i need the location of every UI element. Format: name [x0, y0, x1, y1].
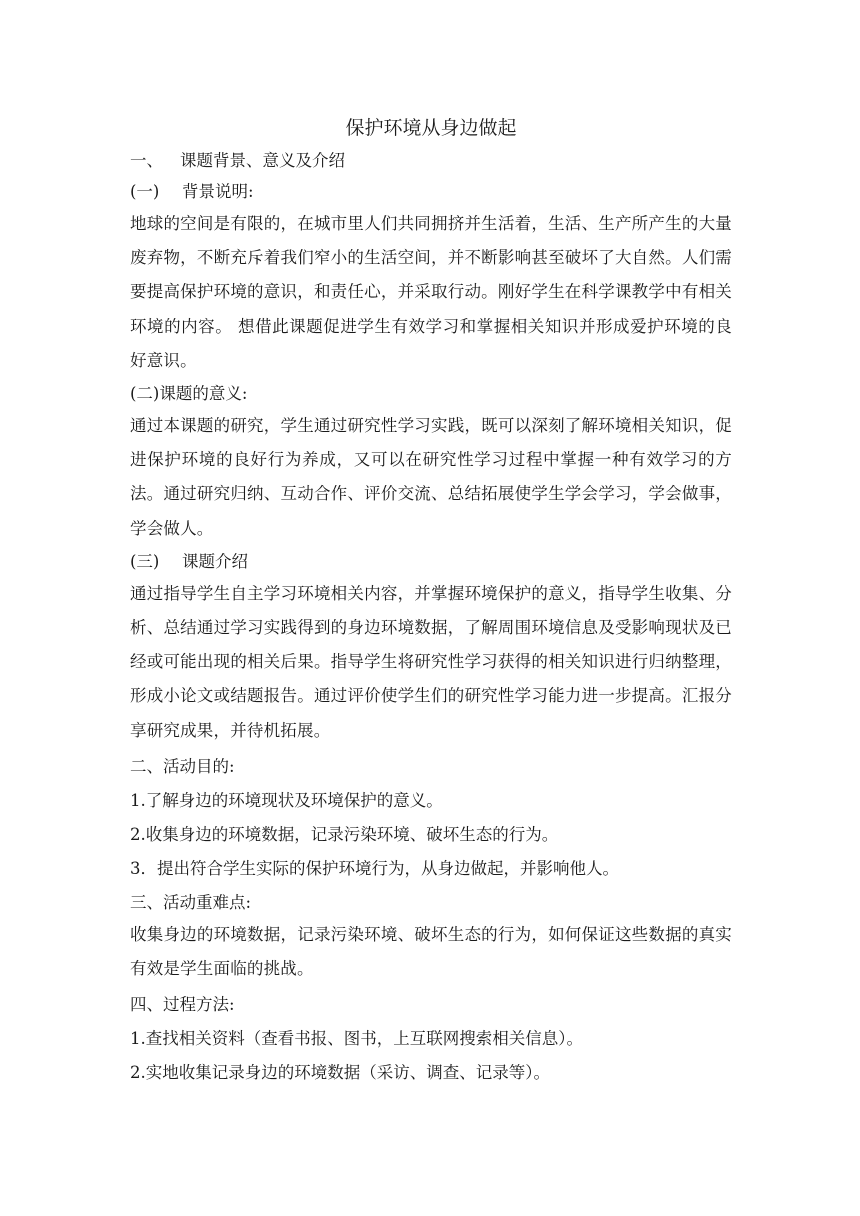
section-3-heading: 三、活动重难点:: [130, 892, 252, 912]
document-title: 保护环境从身边做起: [345, 117, 517, 139]
subsection-2-body: 通过本课题的研究，学生通过研究性学习实践，既可以深刻了解环境相关知识，促进保护环境的良好行为养成，又可以在研究性学习过程中掌握一种有效学习的方法。通过研究归纳、互动合作、评价交流、总结拓展使学生学会学习，学会做事，学会做人。: [130, 416, 732, 538]
list-item: 1.了解身边的环境现状及环境保护的意义。: [130, 790, 443, 810]
subsection-1-number: (一): [130, 182, 160, 201]
section-1-number: 一、: [130, 151, 163, 170]
section-1-title: 课题背景、意义及介绍: [180, 151, 345, 170]
section-2-heading: 二、活动目的:: [130, 756, 235, 776]
subsection-2-heading: (二)课题的意义:: [130, 384, 248, 404]
subsection-3-body: 通过指导学生自主学习环境相关内容，并掌握环境保护的意义，指导学生收集、分析、总结通过学习实践得到的身边环境数据，了解周围环境信息及受影响现状及已经或可能出现的相关后果。指导学生将研究性学习获得的相关知识进行归纳整理，形成小论文或结题报告。通过评价使学生们的研究性学习能力进一步提高。汇报分享研究成果，并待机拓展。: [130, 583, 732, 740]
list-item: 3．提出符合学生实际的保护环境行为，从身边做起，并影响他人。: [130, 858, 619, 878]
list-item: 2.实地收集记录身边的环境数据（采访、调查、记录等）。: [130, 1063, 550, 1083]
subsection-1-title: 背景说明:: [182, 182, 254, 201]
section-3-body: 收集身边的环境数据，记录污染环境、破坏生态的行为，如何保证这些数据的真实有效是学生面临的挑战。: [130, 924, 732, 979]
document-content: [130, 113, 732, 1088]
section-1-heading: [130, 145, 732, 176]
subsection-3-title: 课题介绍: [182, 551, 248, 571]
subsection-3-heading: [130, 546, 732, 577]
subsection-3-number: (三): [130, 551, 160, 571]
list-item: 2.收集身边的环境数据，记录污染环境、破坏生态的行为。: [130, 824, 559, 844]
list-item: 1.查找相关资料（查看书报、图书，上互联网搜索相关信息）。: [130, 1029, 583, 1049]
section-4-heading: 四、过程方法:: [130, 995, 235, 1015]
subsection-1-heading: [130, 176, 732, 207]
subsection-1-body: 地球的空间是有限的，在城市里人们共同拥挤并生活着，生活、生产所产生的大量废弃物，不断充斥着我们窄小的生活空间，并不断影响甚至破坏了大自然。人们需要提高保护环境的意识，和责任心，并采取行动。刚好学生在科学课教学中有相关环境的内容。 想借此课题促进学生有效学习和掌握相关知识并形成爱护环境的良好意识。: [130, 214, 732, 370]
